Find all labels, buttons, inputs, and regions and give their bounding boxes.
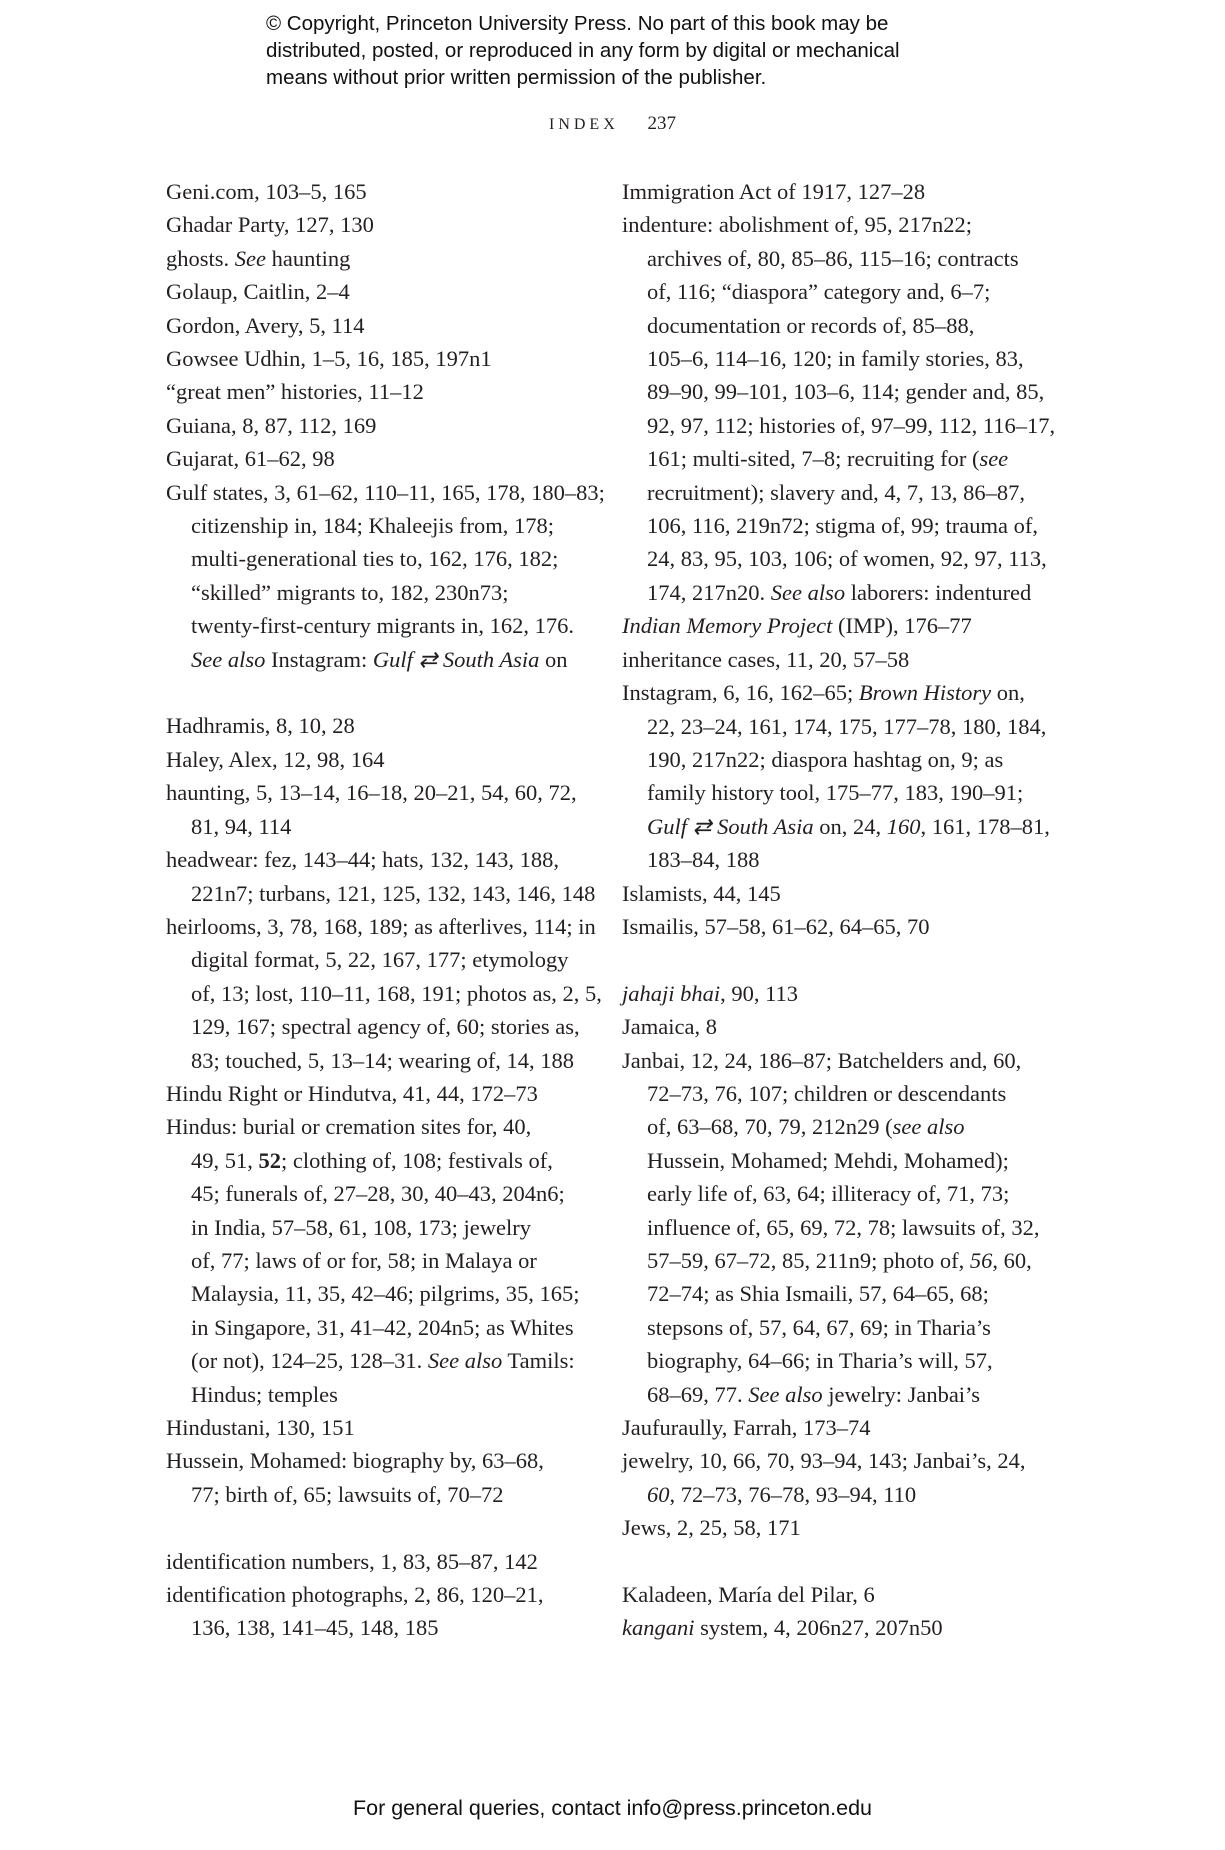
index-entry-headword-line: Gujarat, 61–62, 98 — [166, 446, 335, 472]
running-head — [0, 113, 1225, 135]
letter-group-gap — [622, 943, 1062, 976]
index-entry — [166, 175, 596, 208]
index-entry — [622, 643, 1062, 676]
copyright-line: © Copyright, Princeton University Press. No part of this book may be — [266, 12, 889, 35]
index-entry-continuation: multi-generational ties to, 162, 176, 182; — [191, 546, 559, 572]
index-entry-headword-line: Indian Memory Project (IMP), 176–77 — [622, 613, 972, 639]
index-entry-continuation: in Singapore, 31, 41–42, 204n5; as Whites — [191, 1314, 574, 1340]
index-entry-continuation: digital format, 5, 22, 167, 177; etymology — [191, 947, 569, 973]
index-entry-continuation: 174, 217n20. See also laborers: indentured — [647, 579, 1032, 605]
index-entry-continuation: Hussein, Mohamed; Mehdi, Mohamed); — [647, 1147, 1009, 1173]
index-entry-continuation: 57–59, 67–72, 85, 211n9; photo of, 56, 60, — [647, 1247, 1032, 1273]
index-entry-continuation: 190, 217n22; diaspora hashtag on, 9; as — [647, 746, 1004, 772]
index-entry-continuation: 221n7; turbans, 121, 125, 132, 143, 146, 148 — [191, 880, 596, 906]
index-entry-headword-line: jewelry, 10, 66, 70, 93–94, 143; Janbai’s, 24, — [622, 1448, 1026, 1474]
index-entry-headword-line: Kaladeen, María del Pilar, 6 — [622, 1582, 875, 1608]
index-entry — [622, 910, 1062, 943]
index-entry-continuation: See also Instagram: Gulf ⇄ South Asia on — [191, 646, 568, 672]
index-entry-continuation: twenty-first-century migrants in, 162, 176. — [191, 613, 575, 639]
index-entry-headword-line: Geni.com, 103–5, 165 — [166, 179, 367, 204]
index-entry-continuation: early life of, 63, 64; illiteracy of, 71, 73; — [647, 1181, 1010, 1207]
index-entry-continuation: 105–6, 114–16, 120; in family stories, 83, — [647, 346, 1024, 372]
index-entry-headword-line: Janbai, 12, 24, 186–87; Batchelders and, 60, — [622, 1047, 1022, 1073]
copyright-line: distributed, posted, or reproduced in any form by digital or mechanical — [266, 39, 900, 62]
index-entry — [622, 1044, 1062, 1411]
index-entry-continuation: Malaysia, 11, 35, 42–46; pilgrims, 35, 165; — [191, 1281, 580, 1307]
running-head-label: INDEX — [548, 116, 619, 133]
index-entry-headword-line: ghosts. See haunting — [166, 245, 351, 271]
index-entry-continuation: recruitment); slavery and, 4, 7, 13, 86–87, — [647, 479, 1026, 505]
index-entry-headword-line: Hussein, Mohamed: biography by, 63–68, — [166, 1448, 544, 1474]
index-entry-continuation: Gulf ⇄ South Asia on, 24, 160, 161, 178–81, — [647, 813, 1050, 839]
index-entry-continuation: “skilled” migrants to, 182, 230n73; — [191, 579, 509, 605]
index-entry-headword-line: identification photographs, 2, 86, 120–21, — [166, 1582, 544, 1608]
index-entry-continuation: of, 77; laws of or for, 58; in Malaya or — [191, 1247, 537, 1273]
letter-group-gap — [166, 676, 596, 709]
index-entry-continuation: 22, 23–24, 161, 174, 175, 177–78, 180, 184, — [647, 713, 1047, 739]
index-entry-headword-line: Gulf states, 3, 61–62, 110–11, 165, 178, 180–83; — [166, 479, 605, 505]
index-entry-continuation: 161; multi-sited, 7–8; recruiting for (see — [647, 446, 1009, 472]
index-entry — [166, 1077, 596, 1110]
index-column-left — [166, 175, 605, 1645]
index-entry-continuation: 45; funerals of, 27–28, 30, 40–43, 204n6; — [191, 1181, 565, 1207]
index-entry-continuation: 49, 51, 52; clothing of, 108; festivals of, — [191, 1147, 553, 1173]
index-entry-headword-line: Golaup, Caitlin, 2–4 — [166, 279, 350, 305]
index-entry — [622, 175, 1062, 208]
index-entry — [622, 676, 1062, 876]
index-entry-continuation: 72–73, 76, 107; children or descendants — [647, 1080, 1007, 1106]
index-entry-continuation: biography, 64–66; in Tharia’s will, 57, — [647, 1348, 993, 1374]
index-entry-continuation: 77; birth of, 65; lawsuits of, 70–72 — [191, 1481, 504, 1507]
index-entry — [166, 375, 596, 408]
index-entry — [166, 843, 596, 910]
index-entry — [166, 275, 596, 308]
letter-group-gap — [622, 1545, 1062, 1578]
index-entry-continuation: 60, 72–73, 76–78, 93–94, 110 — [647, 1481, 917, 1507]
index-entry-continuation: 89–90, 99–101, 103–6, 114; gender and, 85, — [647, 379, 1045, 405]
index-entry-continuation: 68–69, 77. See also jewelry: Janbai’s — [647, 1381, 981, 1407]
index-entry-headword-line: Guiana, 8, 87, 112, 169 — [166, 412, 377, 438]
index-entry — [622, 877, 1062, 910]
index-entry-continuation: 106, 116, 219n72; stigma of, 99; trauma of, — [647, 513, 1038, 539]
index-entry-headword-line: indenture: abolishment of, 95, 217n22; — [622, 212, 972, 238]
index-entry-continuation: 24, 83, 95, 103, 106; of women, 92, 97, 113, — [647, 546, 1047, 572]
index-entry-headword-line: Ismailis, 57–58, 61–62, 64–65, 70 — [622, 913, 930, 939]
index-entry-headword-line: Gowsee Udhin, 1–5, 16, 185, 197n1 — [166, 346, 492, 372]
index-entry-headword-line: Jaufuraully, Farrah, 173–74 — [622, 1415, 871, 1441]
index-entry-headword-line: Ghadar Party, 127, 130 — [166, 212, 374, 238]
index-entry-headword-line: Haley, Alex, 12, 98, 164 — [166, 746, 385, 772]
index-entry — [622, 1010, 1062, 1043]
index-entry-headword-line: “great men” histories, 11–12 — [166, 379, 424, 405]
index-entry-continuation: of, 13; lost, 110–11, 168, 191; photos as, 2, 5, — [191, 980, 602, 1006]
index-entry-headword-line: Hindus: burial or cremation sites for, 40, — [166, 1114, 532, 1140]
index-entry — [622, 609, 1062, 642]
index-entry — [166, 1411, 596, 1444]
index-entry — [622, 1511, 1062, 1544]
index-entry — [622, 1611, 1062, 1644]
index-entry-headword-line: kangani system, 4, 206n27, 207n50 — [622, 1615, 943, 1641]
footer-contact: For general queries, contact info@press.princeton.edu — [352, 1796, 872, 1820]
index-entry — [166, 342, 596, 375]
index-entry-headword-line: identification numbers, 1, 83, 85–87, 142 — [166, 1548, 538, 1574]
index-entry — [622, 977, 1062, 1010]
index-entry-headword-line: Jamaica, 8 — [622, 1014, 717, 1040]
index-entry-continuation: 136, 138, 141–45, 148, 185 — [191, 1615, 439, 1641]
index-column-right — [622, 175, 1062, 1645]
index-entry — [166, 442, 596, 475]
index-entry-continuation: (or not), 124–25, 128–31. See also Tamils: — [191, 1348, 575, 1374]
index-entry-headword-line: Immigration Act of 1917, 127–28 — [622, 179, 926, 204]
index-entry — [622, 1411, 1062, 1444]
index-entry — [166, 709, 596, 742]
index-entry — [166, 910, 602, 1077]
index-entry-continuation: influence of, 65, 69, 72, 78; lawsuits of, 32, — [647, 1214, 1040, 1240]
index-entry-headword-line: inheritance cases, 11, 20, 57–58 — [622, 646, 910, 672]
index-entry-continuation: citizenship in, 184; Khaleejis from, 178; — [191, 513, 555, 539]
index-entry-headword-line: Jews, 2, 25, 58, 171 — [622, 1515, 801, 1541]
index-entry — [166, 208, 596, 241]
index-entry-continuation: documentation or records of, 85–88, — [647, 312, 975, 338]
index-entry-headword-line: jahaji bhai, 90, 113 — [622, 980, 799, 1006]
letter-group-gap — [166, 1511, 596, 1544]
index-entry-continuation: in India, 57–58, 61, 108, 173; jewelry — [191, 1214, 531, 1240]
index-entry — [622, 208, 1062, 609]
index-entry-continuation: 81, 94, 114 — [191, 813, 292, 839]
index-entry — [166, 476, 605, 676]
index-entry-continuation: of, 116; “diaspora” category and, 6–7; — [647, 279, 991, 305]
index-entry-continuation: stepsons of, 57, 64, 67, 69; in Tharia’s — [647, 1314, 991, 1340]
index-entry-continuation: 83; touched, 5, 13–14; wearing of, 14, 188 — [191, 1047, 575, 1073]
index-entry-headword-line: haunting, 5, 13–14, 16–18, 20–21, 54, 60, 72, — [166, 780, 577, 806]
index-entry-headword-line: Gordon, Avery, 5, 114 — [166, 312, 365, 338]
page-number: 237 — [647, 113, 676, 134]
index-entry-headword-line: Instagram, 6, 16, 162–65; Brown History on, — [622, 680, 1025, 706]
index-entry — [166, 309, 596, 342]
index-entry-continuation: family history tool, 175–77, 183, 190–91; — [647, 780, 1024, 806]
index-entry — [166, 743, 596, 776]
index-entry-headword-line: Islamists, 44, 145 — [622, 880, 781, 906]
index-entry-continuation: archives of, 80, 85–86, 115–16; contracts — [647, 245, 1019, 271]
index-entry — [166, 1578, 596, 1645]
index-entry — [166, 1110, 596, 1411]
index-entry — [166, 242, 596, 275]
index-entry-headword-line: Hindustani, 130, 151 — [166, 1415, 355, 1441]
index-entry-headword-line: headwear: fez, 143–44; hats, 132, 143, 188, — [166, 847, 560, 873]
index-entry — [166, 409, 596, 442]
index-entry — [166, 776, 596, 843]
index-entry — [622, 1578, 1062, 1611]
index-entry — [166, 1444, 596, 1511]
index-entry — [622, 1444, 1062, 1511]
index-entry-continuation: 72–74; as Shia Ismaili, 57, 64–65, 68; — [647, 1281, 989, 1307]
index-entry-continuation: of, 63–68, 70, 79, 212n29 (see also — [647, 1114, 965, 1140]
index-entry-headword-line: Hindu Right or Hindutva, 41, 44, 172–73 — [166, 1080, 538, 1106]
index-entry-continuation: Hindus; temples — [191, 1381, 338, 1407]
index-entry-continuation: 92, 97, 112; histories of, 97–99, 112, 116–17, — [647, 412, 1056, 438]
index-entry — [166, 1545, 596, 1578]
index-entry-headword-line: heirlooms, 3, 78, 168, 189; as afterlives, 114; in — [166, 913, 596, 939]
index-entry-headword-line: Hadhramis, 8, 10, 28 — [166, 713, 355, 739]
copyright-notice — [266, 10, 1026, 91]
copyright-line: means without prior written permission of the publisher. — [266, 66, 767, 89]
index-entry-continuation: 129, 167; spectral agency of, 60; stories as, — [191, 1014, 580, 1040]
index-entry-continuation: 183–84, 188 — [647, 847, 760, 873]
